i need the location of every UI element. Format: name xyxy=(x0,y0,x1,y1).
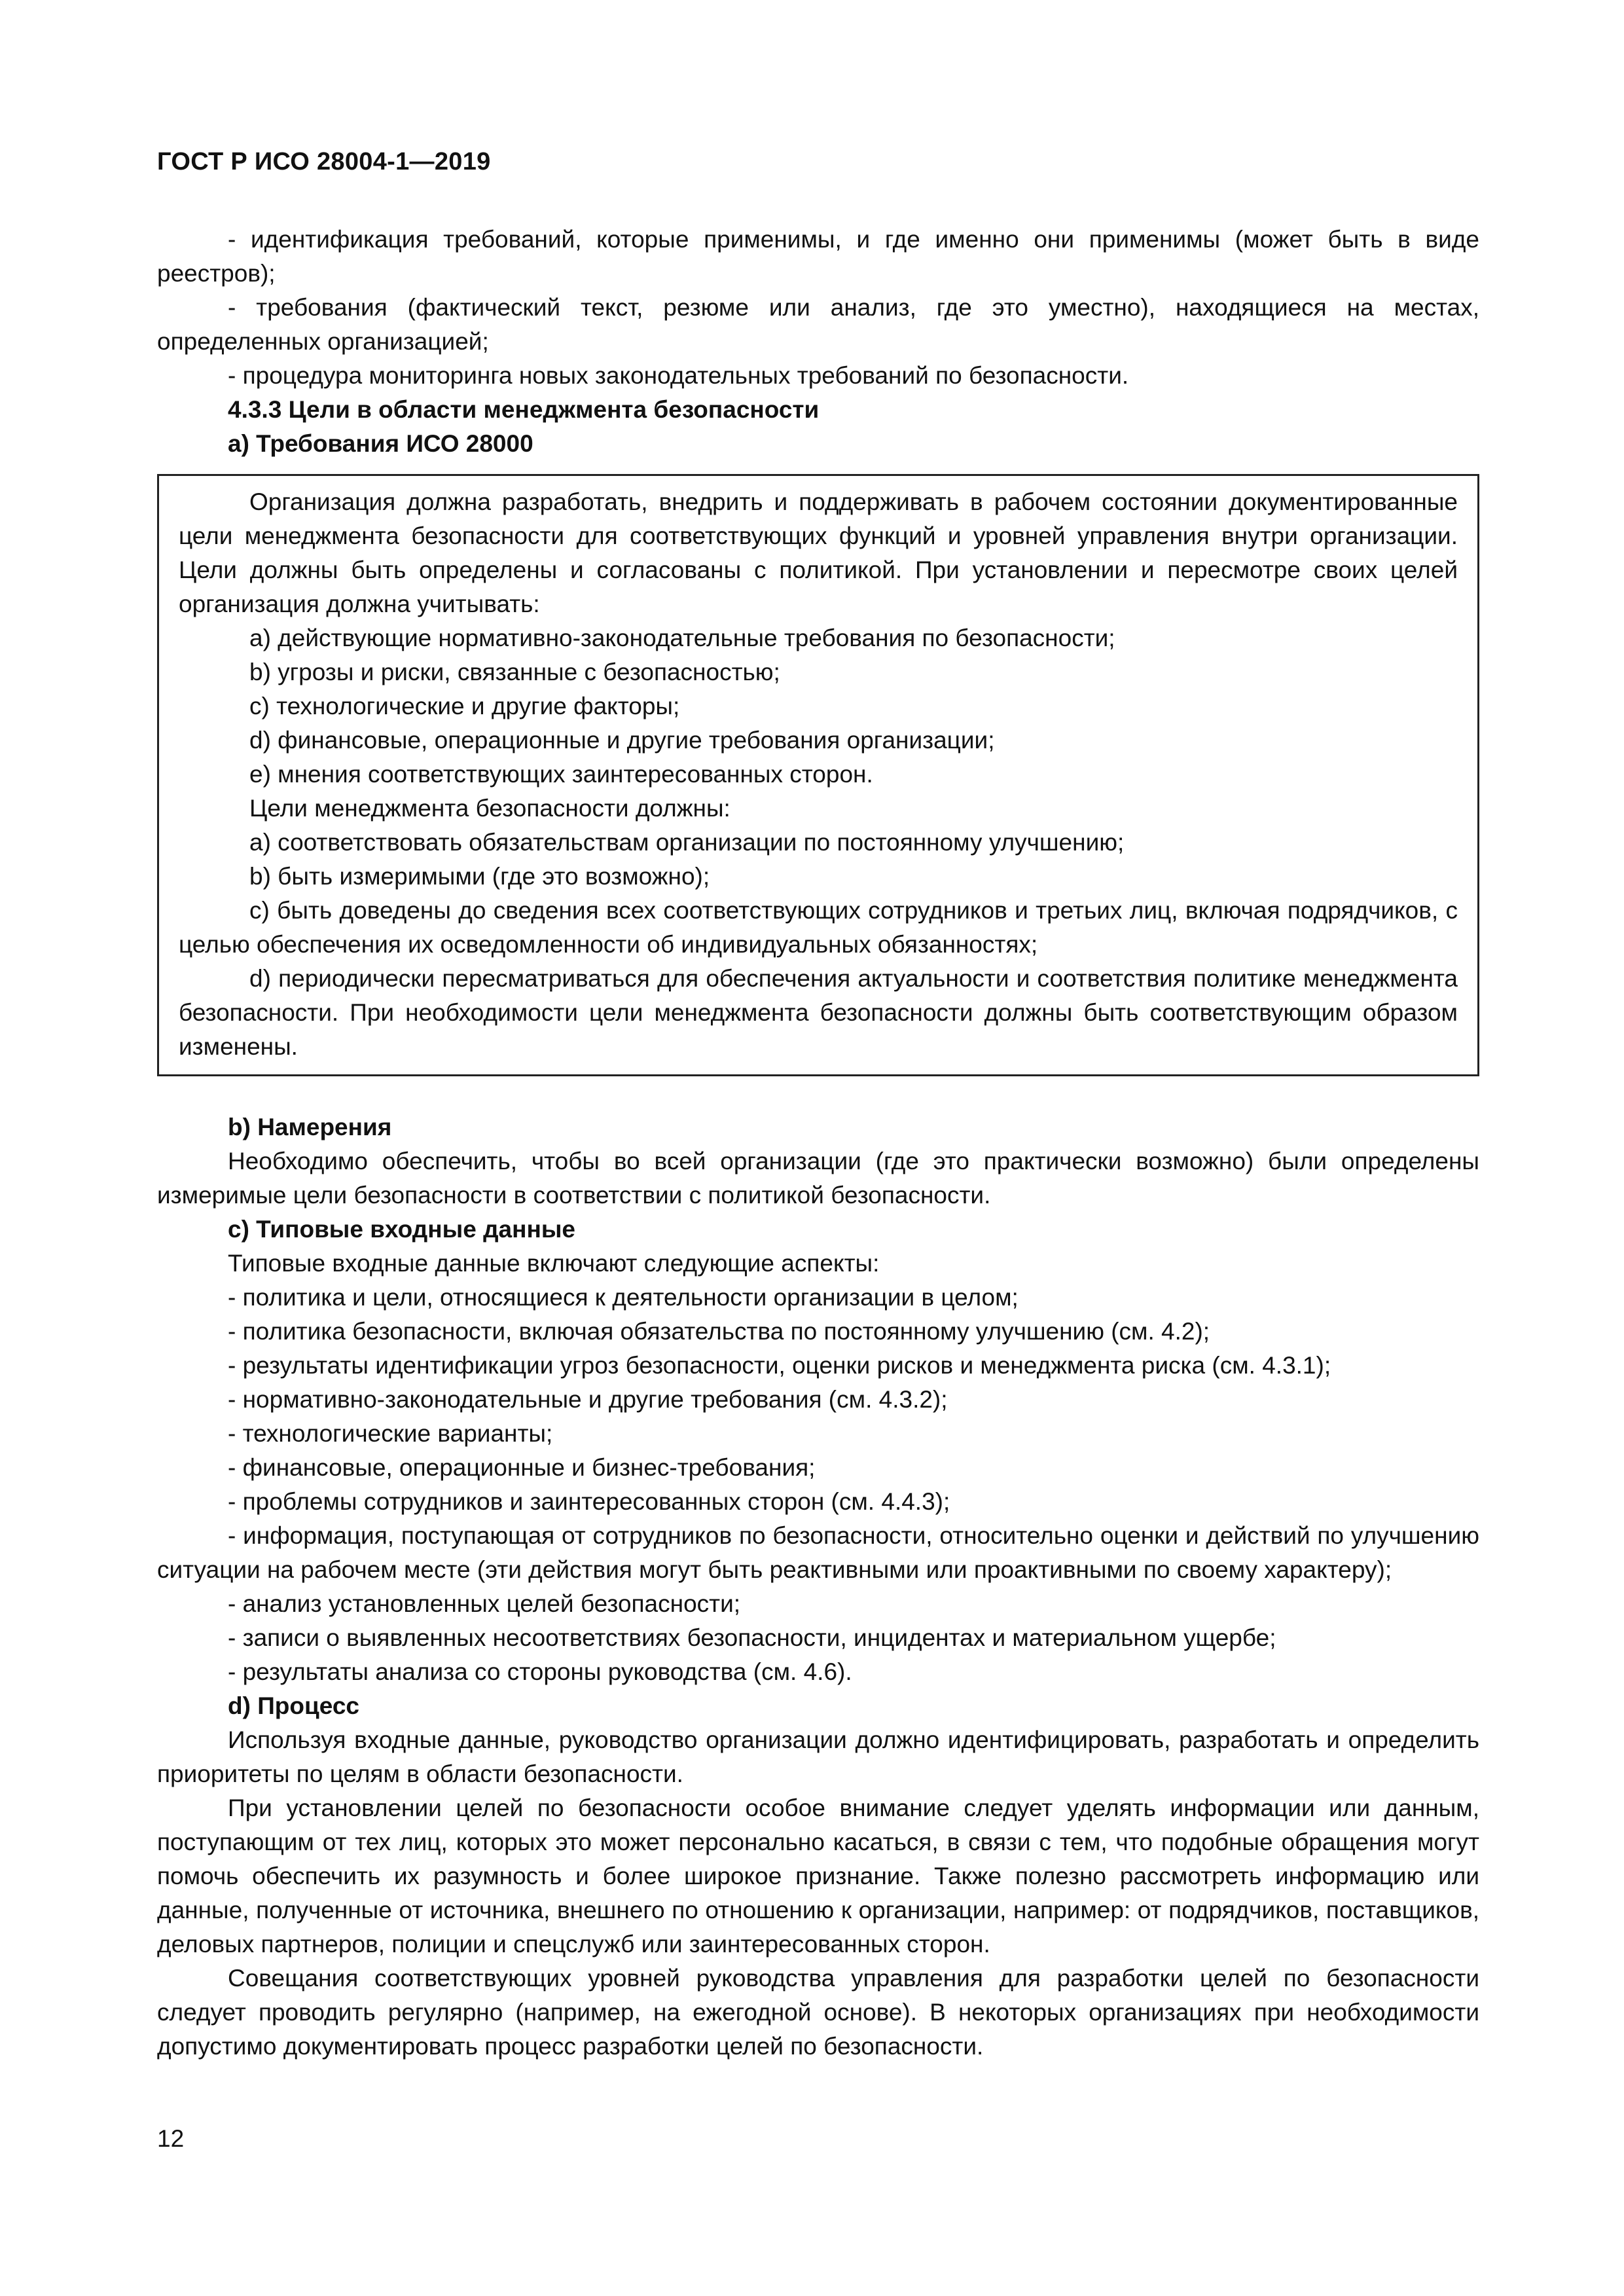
consider-item: b) угрозы и риски, связанные с безопасностью; xyxy=(249,659,780,685)
typical-input-item: - анализ установленных целей безопасности; xyxy=(228,1590,741,1617)
section-title: 4.3.3 Цели в области менеджмента безопасности xyxy=(228,396,820,423)
typical-inputs-intro: Типовые входные данные включают следующие аспекты: xyxy=(228,1250,880,1277)
consider-item: a) действующие нормативно-законодательные требования по безопасности; xyxy=(249,625,1115,651)
process-paragraph: Используя входные данные, руководство организации должно идентифицировать, разработать и определить приоритеты по целям в области безопасности. xyxy=(157,1726,1479,1787)
intro-list-item: - процедура мониторинга новых законодательных требований по безопасности. xyxy=(228,362,1129,389)
intent-heading: b) Намерения xyxy=(228,1114,392,1140)
typical-input-item: - проблемы сотрудников и заинтересованных сторон (см. 4.4.3); xyxy=(228,1488,950,1515)
process-paragraph: Совещания соответствующих уровней руководства управления для разработки целей по безопасности следует проводить регулярно (например, на ежегодной основе). В некоторых организациях при необходимости допустимо документировать процесс разработки целей по безопасности. xyxy=(157,1965,1479,2060)
consider-item: c) технологические и другие факторы; xyxy=(249,693,680,720)
subsection-a-heading: а) Требования ИСО 28000 xyxy=(228,430,533,457)
objectives-intro: Цели менеджмента безопасности должны: xyxy=(249,795,731,822)
objective-item: a) соответствовать обязательствам организации по постоянному улучшению; xyxy=(249,829,1125,856)
consider-item: e) мнения соответствующих заинтересованных сторон. xyxy=(249,761,873,788)
process-paragraph: При установлении целей по безопасности особое внимание следует уделять информации или данным, поступающим от тех лиц, которых это может персонально касаться, в связи с тем, что подобные обращения могут помочь обеспечить их разумность и более широкое признание. Также полезно рассмотреть информацию или данные, полученные от источника, внешнего по отношению к организации, например: от подрядчиков, поставщиков, деловых партнеров, полиции и спецслужб или заинтересованных сторон. xyxy=(157,1795,1479,1958)
objective-item: d) периодически пересматриваться для обеспечения актуальности и соответствия политике менеджмента безопасности. При необходимости цели менеджмента безопасности должны быть соответствующим образом изменены. xyxy=(179,965,1458,1060)
requirement-intro: Организация должна разработать, внедрить и поддерживать в рабочем состоянии документированные цели менеджмента безопасности для соответствующих функций и уровней управления внутри организации. Цели должны быть определены и согласованы с политикой. При установлении и пересмотре своих целей организация должна учитывать: xyxy=(179,488,1458,617)
typical-input-item: - результаты анализа со стороны руководства (см. 4.6). xyxy=(228,1658,852,1685)
typical-input-item: - результаты идентификации угроз безопасности, оценки рисков и менеджмента риска (см. 4.3.1); xyxy=(228,1352,1331,1379)
intro-list-item: - требования (фактический текст, резюме или анализ, где это уместно), находящиеся на местах, определенных организацией; xyxy=(157,294,1479,355)
intent-text: Необходимо обеспечить, чтобы во всей организации (где это практически возможно) были определены измеримые цели безопасности в соответствии с политикой безопасности. xyxy=(157,1148,1479,1209)
objective-item: b) быть измеримыми (где это возможно); xyxy=(249,863,710,890)
iso-requirement-box xyxy=(157,474,1479,1076)
typical-input-item: - политика безопасности, включая обязательства по постоянному улучшению (см. 4.2); xyxy=(228,1318,1210,1345)
page-content xyxy=(157,223,1479,2064)
process-heading: d) Процесс xyxy=(228,1692,359,1719)
page-number: 12 xyxy=(157,2125,185,2152)
consider-item: d) финансовые, операционные и другие требования организации; xyxy=(249,727,995,754)
typical-input-item-long: - информация, поступающая от сотрудников по безопасности, относительно оценки и действий по улучшению ситуации на рабочем месте (эти действия могут быть реактивными или проактивными по своему характеру); xyxy=(157,1522,1479,1583)
document-header-code: ГОСТ Р ИСО 28004-1—2019 xyxy=(157,148,491,175)
typical-input-item: - нормативно-законодательные и другие требования (см. 4.3.2); xyxy=(228,1386,948,1413)
typical-input-item: - политика и цели, относящиеся к деятельности организации в целом; xyxy=(228,1284,1019,1311)
typical-inputs-heading: c) Типовые входные данные xyxy=(228,1216,576,1243)
intro-list-item: - идентификация требований, которые применимы, и где именно они применимы (может быть в виде реестров); xyxy=(157,226,1479,287)
objective-item: c) быть доведены до сведения всех соответствующих сотрудников и третьих лиц, включая подрядчиков, с целью обеспечения их осведомленности об индивидуальных обязанностях; xyxy=(179,897,1458,958)
typical-input-item: - записи о выявленных несоответствиях безопасности, инцидентах и материальном ущербе; xyxy=(228,1624,1276,1651)
typical-input-item: - технологические варианты; xyxy=(228,1420,553,1447)
typical-input-item: - финансовые, операционные и бизнес-требования; xyxy=(228,1454,816,1481)
